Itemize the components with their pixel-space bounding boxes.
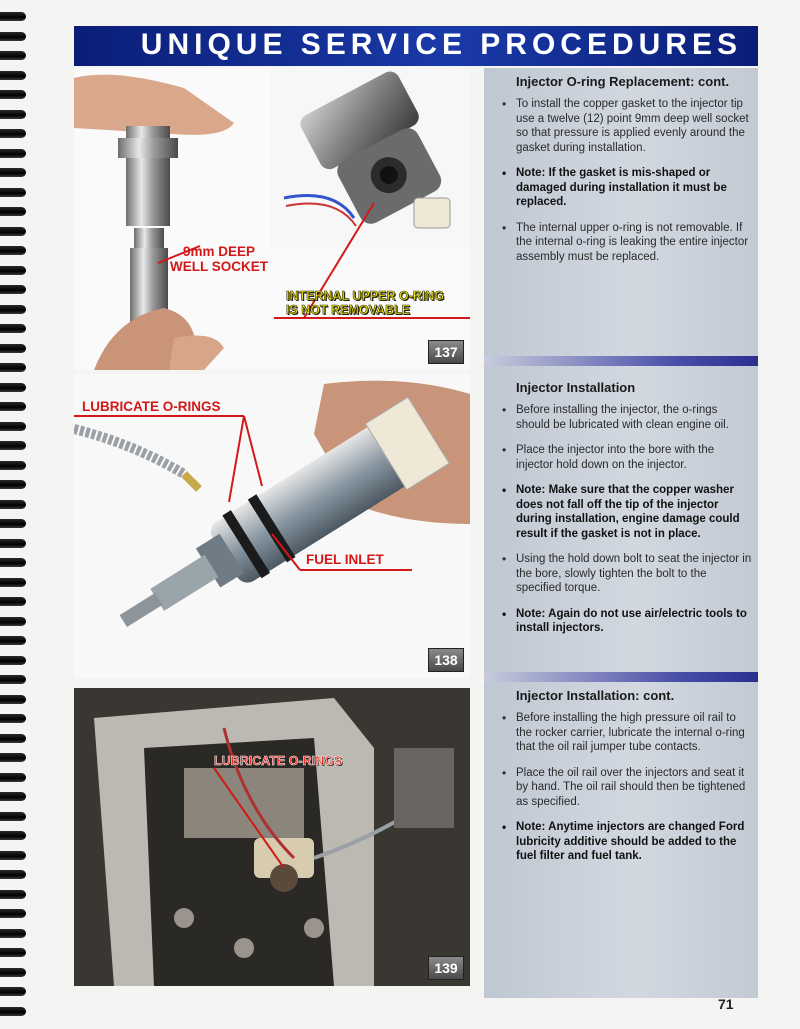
binding-coil	[0, 870, 26, 879]
binding-coil	[0, 110, 26, 119]
binding-coil	[0, 792, 26, 801]
binding-coil	[0, 344, 26, 353]
binding-coil	[0, 948, 26, 957]
bullet-item: • The internal upper o-ring is not removable. If the internal o-ring is leaking the entire injector assembly must be replaced.	[498, 221, 754, 265]
section-title: Injector Installation	[516, 380, 636, 395]
bullet-item: • Before installing the high pressure oil rail to the rocker carrier, lubricate the internal o-ring that the oil rail jumper tube contacts.	[498, 711, 754, 755]
lubricate-callout: LUBRICATE O-RINGS	[82, 399, 221, 414]
binding-coil	[0, 714, 26, 723]
page-title: UNIQUE SERVICE PROCEDURES	[140, 28, 742, 61]
binding-coil	[0, 266, 26, 275]
binding-coil	[0, 617, 26, 626]
binding-coil	[0, 597, 26, 606]
section-divider	[484, 672, 758, 682]
binding-coil	[0, 987, 26, 996]
binding-coil	[0, 539, 26, 548]
binding-coil	[0, 305, 26, 314]
binding-coil	[0, 558, 26, 567]
bullet-list	[498, 403, 754, 636]
binding-coil	[0, 773, 26, 782]
section-divider	[484, 356, 758, 366]
note-item: • Note: Again do not use air/electric tools to install injectors.	[498, 607, 754, 636]
lubricate-callout: LUBRICATE O-RINGS	[214, 754, 343, 768]
binding-coil	[0, 441, 26, 450]
note-item: • Note: If the gasket is mis-shaped or damaged during installation it must be replaced.	[498, 166, 754, 210]
socket-photo-illustration	[74, 68, 470, 370]
figure-number: 139	[428, 956, 464, 980]
binding-coil	[0, 890, 26, 899]
binding-coil	[0, 675, 26, 684]
binding-coil	[0, 324, 26, 333]
binding-coil	[0, 207, 26, 216]
binding-coil	[0, 968, 26, 977]
figure-138-photo	[74, 374, 470, 678]
binding-coil	[0, 422, 26, 431]
engine-photo-illustration	[74, 688, 470, 986]
page-number: 71	[718, 996, 734, 1012]
bullet-list	[498, 97, 754, 264]
binding-coil	[0, 149, 26, 158]
binding-coil	[0, 246, 26, 255]
binding-coil	[0, 188, 26, 197]
binding-coil	[0, 909, 26, 918]
callout-line: 9mm DEEP	[182, 244, 256, 259]
binding-coil	[0, 831, 26, 840]
binding-coil	[0, 168, 26, 177]
figure-number: 138	[428, 648, 464, 672]
figure-139-photo	[74, 688, 470, 986]
binding-coil	[0, 480, 26, 489]
bullet-item: • Place the oil rail over the injectors and seat it by hand. The oil rail should then be tightened as specified.	[498, 766, 754, 810]
binding-coil	[0, 929, 26, 938]
binding-coil	[0, 383, 26, 392]
section-title: Injector Installation: cont.	[516, 688, 675, 703]
callout-line: WELL SOCKET	[170, 259, 269, 274]
callout-line: IS NOT REMOVABLE	[286, 303, 411, 317]
figure-137-photo	[74, 68, 470, 370]
figure-number: 137	[428, 340, 464, 364]
note-item: • Note: Make sure that the copper washer does not fall off the tip of the injector during installation, engine damage could result if the gasket is not in place.	[498, 483, 754, 541]
page-header	[74, 26, 758, 66]
spiral-binding	[0, 0, 30, 1029]
binding-coil	[0, 129, 26, 138]
binding-coil	[0, 753, 26, 762]
section-injector-installation	[498, 380, 754, 647]
bullet-item: • To install the copper gasket to the injector tip use a twelve (12) point 9mm deep well socket so that pressure is applied evenly around the gasket during installation.	[498, 97, 754, 155]
binding-coil	[0, 812, 26, 821]
callout-line: INTERNAL UPPER O-RING	[286, 289, 445, 303]
binding-coil	[0, 461, 26, 470]
binding-coil	[0, 51, 26, 60]
binding-coil	[0, 71, 26, 80]
binding-coil	[0, 12, 26, 21]
bullet-item: • Using the hold down bolt to seat the injector in the bore, slowly tighten the bolt to the specified torque.	[498, 552, 754, 596]
bullet-item: • Place the injector into the bore with the injector hold down on the injector.	[498, 443, 754, 472]
section-injector-installation-cont	[498, 688, 754, 875]
binding-coil	[0, 578, 26, 587]
binding-coil	[0, 636, 26, 645]
note-item: • Note: Anytime injectors are changed Ford lubricity additive should be added to the fuel filter and fuel tank.	[498, 820, 754, 864]
bullet-list	[498, 711, 754, 864]
fuel-inlet-callout: FUEL INLET	[306, 552, 384, 567]
socket-callout	[170, 244, 268, 274]
binding-coil	[0, 851, 26, 860]
binding-coil	[0, 656, 26, 665]
binding-coil	[0, 402, 26, 411]
binding-coil	[0, 363, 26, 372]
binding-coil	[0, 1007, 26, 1016]
binding-coil	[0, 500, 26, 509]
binding-coil	[0, 285, 26, 294]
binding-coil	[0, 90, 26, 99]
binding-coil	[0, 227, 26, 236]
binding-coil	[0, 734, 26, 743]
oring-callout	[286, 289, 444, 317]
section-oring-replacement	[498, 74, 754, 275]
section-title: Injector O-ring Replacement: cont.	[516, 74, 730, 89]
bullet-item: • Before installing the injector, the o-rings should be lubricated with clean engine oil.	[498, 403, 754, 432]
injector-photo-illustration	[74, 374, 470, 678]
binding-coil	[0, 695, 26, 704]
binding-coil	[0, 32, 26, 41]
binding-coil	[0, 519, 26, 528]
